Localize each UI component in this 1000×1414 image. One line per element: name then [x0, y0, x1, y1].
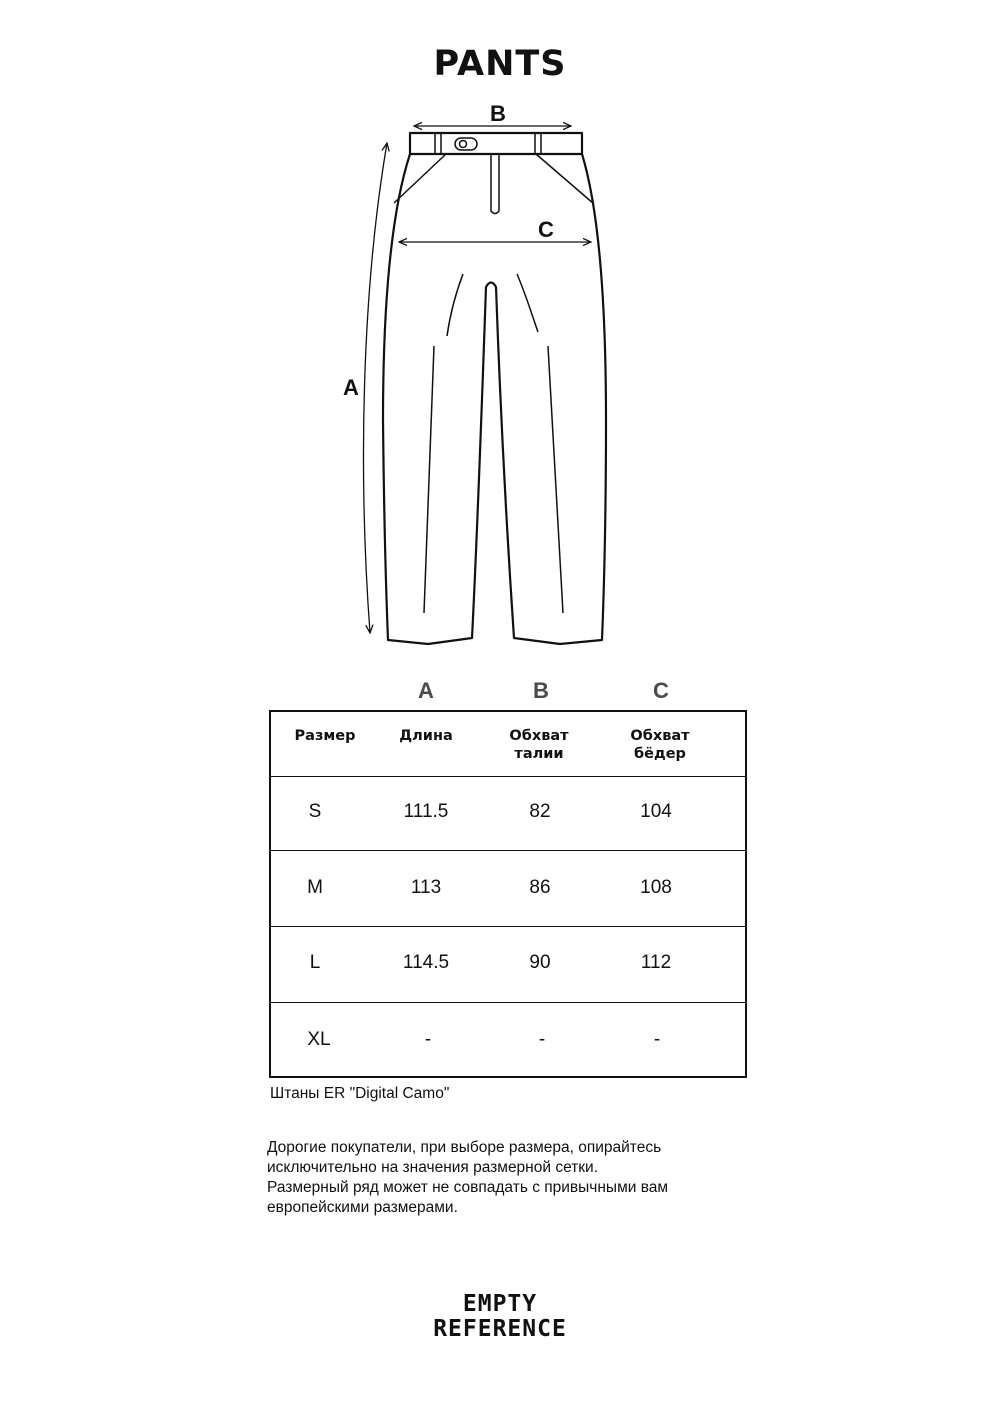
- page-title: PANTS: [433, 44, 567, 84]
- header-waist: Обхват талии: [509, 728, 569, 762]
- header-hips: Обхват бёдер: [630, 728, 690, 762]
- cell-length: 113: [410, 877, 442, 898]
- note-line: исключительно на значения размерной сетки.: [267, 1159, 599, 1176]
- cell-size: S: [308, 801, 322, 822]
- cell-length: -: [424, 1029, 432, 1050]
- dimension-c-label: C: [538, 217, 554, 242]
- cell-hips: 104: [640, 801, 672, 822]
- cell-length: 111.5: [403, 801, 449, 822]
- table-row: [271, 926, 745, 1002]
- cell-length: 114.5: [402, 952, 450, 973]
- column-letter-b: B: [533, 678, 549, 703]
- header-size: Размер: [294, 728, 356, 744]
- cell-waist: 86: [529, 877, 551, 898]
- cell-size: L: [309, 952, 321, 973]
- column-letter-a: A: [418, 678, 434, 703]
- cell-hips: -: [653, 1029, 661, 1050]
- table-row: [271, 1002, 745, 1076]
- cell-waist: -: [538, 1029, 546, 1050]
- dimension-a-label: A: [343, 375, 359, 400]
- size-table: [269, 710, 747, 1078]
- dimension-b-label: B: [490, 101, 506, 126]
- table-header-row: [271, 712, 745, 776]
- brand-line-2: REFERENCE: [433, 1316, 567, 1342]
- cell-waist: 90: [529, 952, 551, 973]
- pants-outline: [383, 133, 606, 644]
- note-line: европейскими размерами.: [267, 1199, 458, 1216]
- cell-size: M: [307, 877, 323, 898]
- brand-logo: [0, 1292, 1000, 1342]
- cell-size: XL: [307, 1029, 331, 1050]
- sizing-note: [267, 1138, 737, 1218]
- product-caption: Штаны ER "Digital Camo": [270, 1085, 450, 1102]
- header-length: Длина: [399, 728, 453, 744]
- column-letter-c: C: [653, 678, 669, 703]
- table-row: [271, 776, 745, 850]
- cell-hips: 112: [640, 952, 672, 973]
- pants-details: [394, 133, 594, 613]
- brand-line-1: EMPTY: [462, 1291, 538, 1317]
- pants-diagram: [0, 0, 1000, 700]
- cell-hips: 108: [640, 877, 672, 898]
- note-line: Дорогие покупатели, при выборе размера, опирайтесь: [267, 1139, 662, 1156]
- cell-waist: 82: [529, 801, 551, 822]
- table-row: [271, 850, 745, 926]
- note-line: Размерный ряд может не совпадать с привычными вам: [267, 1179, 669, 1196]
